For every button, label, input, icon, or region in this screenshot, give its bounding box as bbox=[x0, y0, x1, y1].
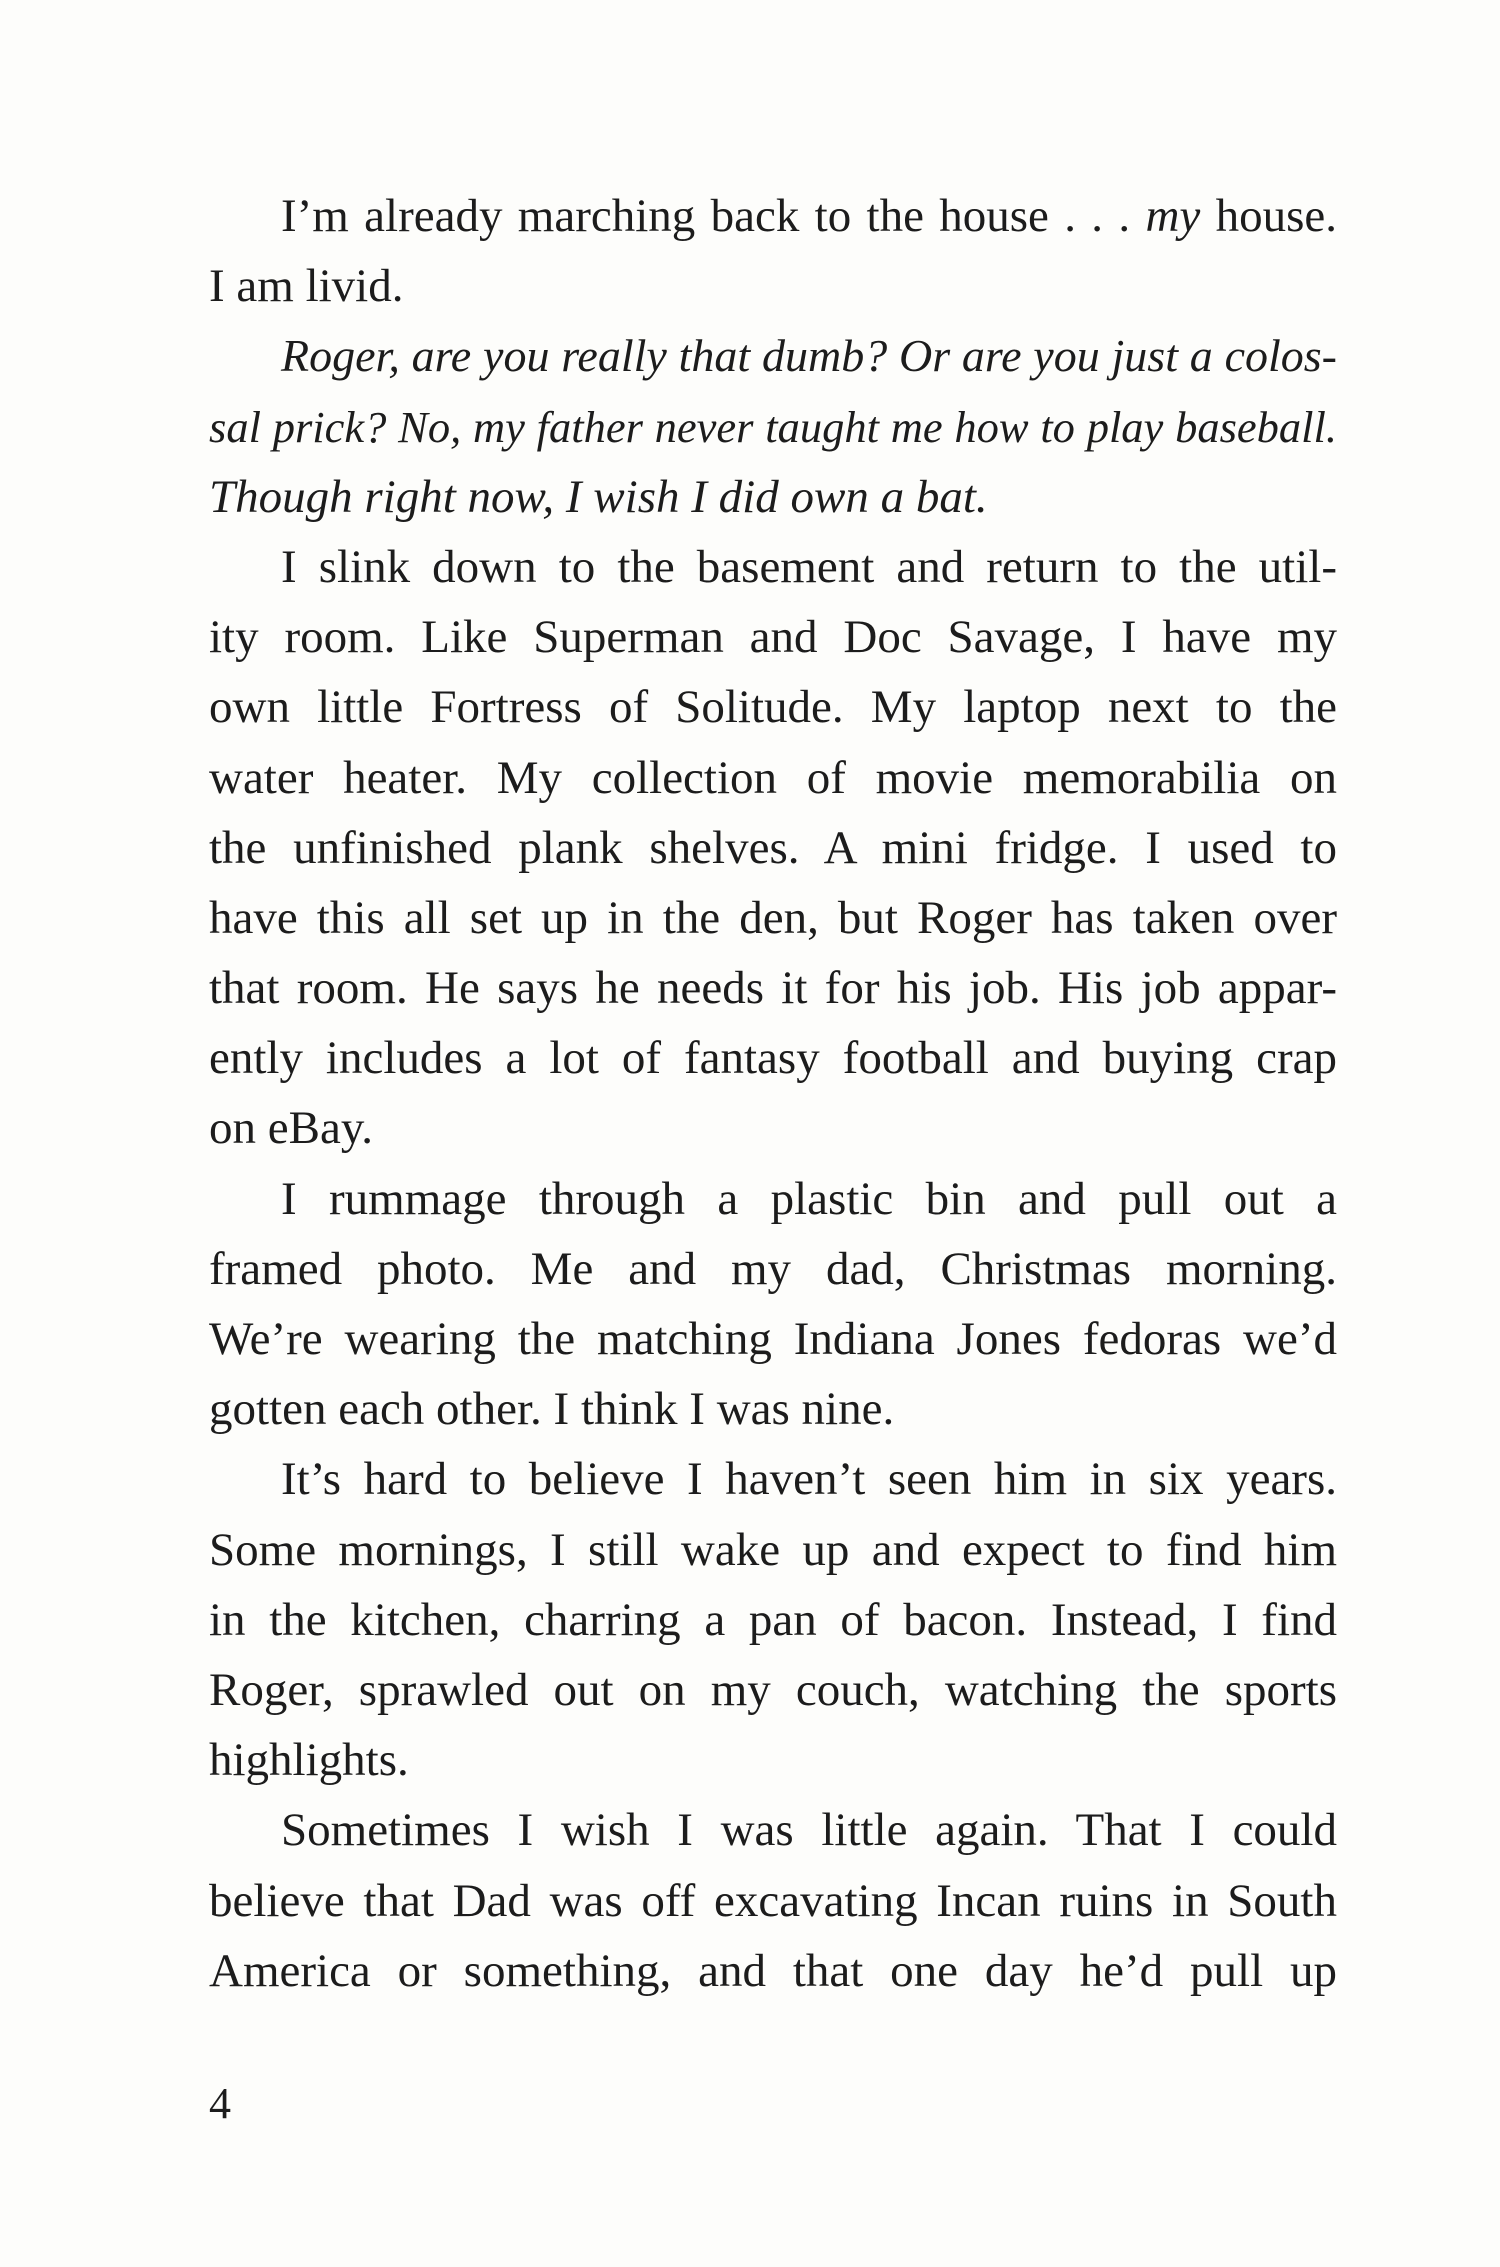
body-text bbox=[209, 181, 1337, 2006]
text-run: I am livid. bbox=[209, 260, 404, 313]
text-line bbox=[209, 743, 1337, 813]
text-line bbox=[209, 1866, 1337, 1936]
text-run: in the kitchen, charring a pan of bacon. Instead, I find bbox=[209, 1593, 1337, 1646]
text-run: on eBay. bbox=[209, 1102, 374, 1155]
italic-text: sal prick? No, my father never taught me how to play baseball. bbox=[209, 401, 1337, 452]
text-run: I rummage through a plastic bin and pull out a bbox=[281, 1172, 1337, 1225]
text-line bbox=[209, 813, 1337, 883]
paragraph bbox=[209, 321, 1337, 532]
text-line bbox=[209, 1304, 1337, 1374]
text-line bbox=[209, 1936, 1337, 2006]
text-line bbox=[209, 181, 1337, 251]
text-line bbox=[209, 1444, 1337, 1514]
text-run: We’re wearing the matching Indiana Jones fedoras we’d bbox=[209, 1313, 1337, 1365]
text-run: have this all set up in the den, but Roger has taken over bbox=[209, 891, 1337, 944]
text-run: Sometimes I wish I was little again. That I could bbox=[281, 1804, 1337, 1857]
text-run: It’s hard to believe I haven’t seen him in six years. bbox=[281, 1453, 1337, 1506]
text-line bbox=[209, 1234, 1337, 1304]
text-run: house. bbox=[1200, 190, 1337, 242]
text-run: I’m already marching back to the house . . . bbox=[281, 190, 1146, 242]
text-line bbox=[209, 953, 1337, 1023]
text-line bbox=[209, 1585, 1337, 1655]
text-run: ity room. Like Superman and Doc Savage, I have my bbox=[209, 611, 1337, 664]
text-run: gotten each other. I think I was nine. bbox=[209, 1383, 895, 1436]
text-line bbox=[209, 251, 1337, 321]
text-line bbox=[209, 1725, 1337, 1795]
page-number: 4 bbox=[209, 2079, 231, 2128]
text-run: I slink down to the basement and return to the util- bbox=[281, 540, 1337, 593]
italic-text: Roger, are you really that dumb? Or are you just a colos- bbox=[281, 330, 1337, 382]
text-line bbox=[209, 1374, 1337, 1444]
text-run: the unfinished plank shelves. A mini fridge. I used to bbox=[209, 821, 1337, 874]
paragraph bbox=[209, 1795, 1337, 2006]
text-run: highlights. bbox=[209, 1734, 409, 1787]
text-line bbox=[209, 1795, 1337, 1865]
paragraph bbox=[209, 1164, 1337, 1445]
text-line bbox=[209, 883, 1337, 953]
text-run: that room. He says he needs it for his job. His job appar- bbox=[209, 962, 1337, 1015]
text-line bbox=[209, 1093, 1337, 1163]
italic-text: Though right now, I wish I did own a bat. bbox=[209, 470, 988, 523]
text-line bbox=[209, 1164, 1337, 1234]
text-line bbox=[209, 602, 1337, 672]
text-run: framed photo. Me and my dad, Christmas morning. bbox=[209, 1242, 1337, 1295]
text-line bbox=[209, 672, 1337, 742]
text-line bbox=[209, 532, 1337, 602]
paragraph bbox=[209, 1444, 1337, 1795]
text-line bbox=[209, 462, 1337, 532]
text-run: America or something, and that one day he’d pull up bbox=[209, 1944, 1337, 1997]
paragraph bbox=[209, 532, 1337, 1164]
text-run: believe that Dad was off excavating Incan ruins in South bbox=[209, 1874, 1337, 1927]
text-run: ently includes a lot of fantasy football and buying crap bbox=[209, 1032, 1337, 1085]
text-line bbox=[209, 392, 1337, 462]
paragraph bbox=[209, 181, 1337, 321]
text-line bbox=[209, 1655, 1337, 1725]
text-line bbox=[209, 1023, 1337, 1093]
text-line bbox=[209, 321, 1337, 391]
italic-text: my bbox=[1145, 190, 1201, 242]
text-run: water heater. My collection of movie memorabilia on bbox=[209, 751, 1337, 804]
text-run: Roger, sprawled out on my couch, watching the sports bbox=[209, 1663, 1337, 1716]
text-run: Some mornings, I still wake up and expect to find him bbox=[209, 1523, 1337, 1576]
text-run: own little Fortress of Solitude. My laptop next to the bbox=[209, 681, 1337, 734]
text-line bbox=[209, 1515, 1337, 1585]
